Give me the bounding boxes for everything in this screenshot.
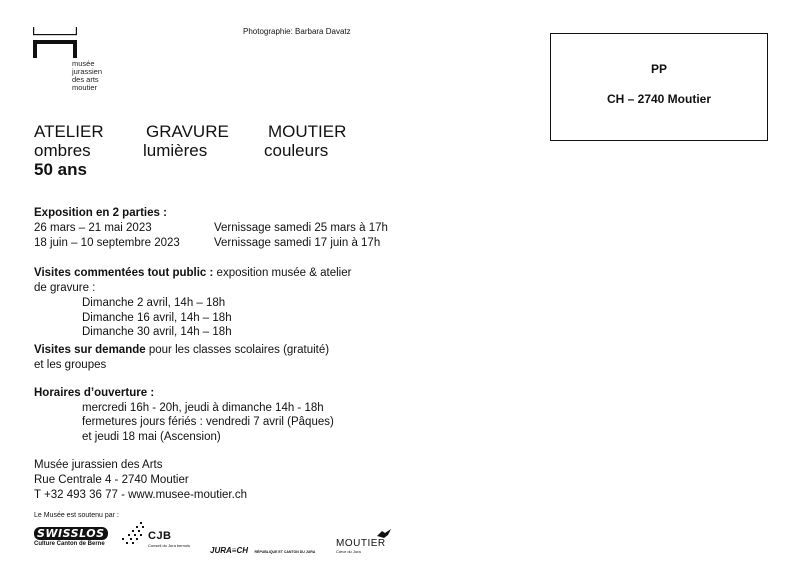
jura-sub: RÉPUBLIQUE ET CANTON DU JURA — [254, 550, 316, 554]
horaires-line-1: mercredi 16h - 20h, jeudi à dimanche 14h - 18h — [82, 402, 324, 414]
contact-phone-web: T +32 493 36 77 - www.musee-moutier.ch — [34, 489, 247, 501]
visites-demande-text: pour les classes scolaires (gratuité) — [145, 344, 330, 356]
exposition-title: Exposition en 2 parties : — [34, 207, 167, 219]
cjb-logo — [120, 521, 191, 552]
heading-atelier: ATELIER — [34, 122, 104, 141]
address-box — [550, 33, 768, 141]
swisslos-logo — [34, 527, 108, 547]
visites-demande-text2: et les groupes — [34, 359, 107, 371]
visites-commentees-title: Visites commentées tout public : — [34, 267, 214, 279]
heading-moutier: MOUTIER — [268, 122, 347, 141]
cjb-dots-icon — [120, 521, 150, 547]
jura-name: JURA≡CH — [210, 546, 249, 555]
visites-demande-line — [34, 344, 329, 356]
sponsors-intro: Le Musée est soutenu par : — [34, 512, 119, 519]
visites-commentees-text2: de gravure : — [34, 282, 96, 294]
museum-logo-icon — [33, 27, 77, 59]
exposition-dates-2: 18 juin – 10 septembre 2023 — [34, 237, 180, 249]
visite-date-1: Dimanche 2 avril, 14h – 18h — [82, 297, 226, 309]
visites-commentees-text: exposition musée & atelier — [213, 267, 352, 279]
visite-date-3: Dimanche 30 avril, 14h – 18h — [82, 326, 232, 338]
heading-lumieres: lumières — [143, 141, 208, 160]
postage-pp: PP — [650, 62, 667, 76]
museum-logo-text: musée jurassien des arts moutier — [72, 59, 103, 92]
horaires-line-2: fermetures jours fériés : vendredi 7 avril (Pâques) — [82, 416, 334, 428]
visites-demande-title: Visites sur demande — [34, 344, 146, 356]
jura-logo — [210, 540, 315, 558]
postal-city: CH – 2740 Moutier — [606, 92, 712, 106]
vernissage-2: Vernissage samedi 17 juin à 17h — [214, 237, 381, 249]
heading-ombres: ombres — [34, 141, 91, 160]
cjb-sub: Conseil du Jura bernois — [148, 543, 191, 548]
visite-date-2: Dimanche 16 avril, 14h – 18h — [82, 312, 232, 324]
vernissage-1: Vernissage samedi 25 mars à 17h — [214, 222, 388, 234]
moutier-sub: Cœur du Jura — [336, 549, 361, 554]
horaires-title: Horaires d’ouverture : — [34, 387, 155, 399]
contact-address: Rue Centrale 4 - 2740 Moutier — [34, 474, 189, 486]
contact-name: Musée jurassien des Arts — [34, 459, 163, 471]
horaires-line-3: et jeudi 18 mai (Ascension) — [82, 431, 221, 443]
heading-couleurs: couleurs — [264, 141, 329, 160]
heading-gravure: GRAVURE — [146, 122, 229, 141]
swisslos-name: SWISSLOS — [34, 527, 108, 540]
moutier-name: MOUTIER — [336, 538, 386, 549]
cjb-name: CJB — [148, 530, 172, 542]
exposition-dates-1: 26 mars – 21 mai 2023 — [34, 222, 152, 234]
swisslos-sub: Culture Canton de Berne — [34, 541, 105, 547]
heading-50-ans: 50 ans — [34, 160, 87, 179]
photo-credit: Photographie: Barbara Davatz — [243, 27, 351, 36]
visites-commentees-line — [34, 267, 351, 279]
